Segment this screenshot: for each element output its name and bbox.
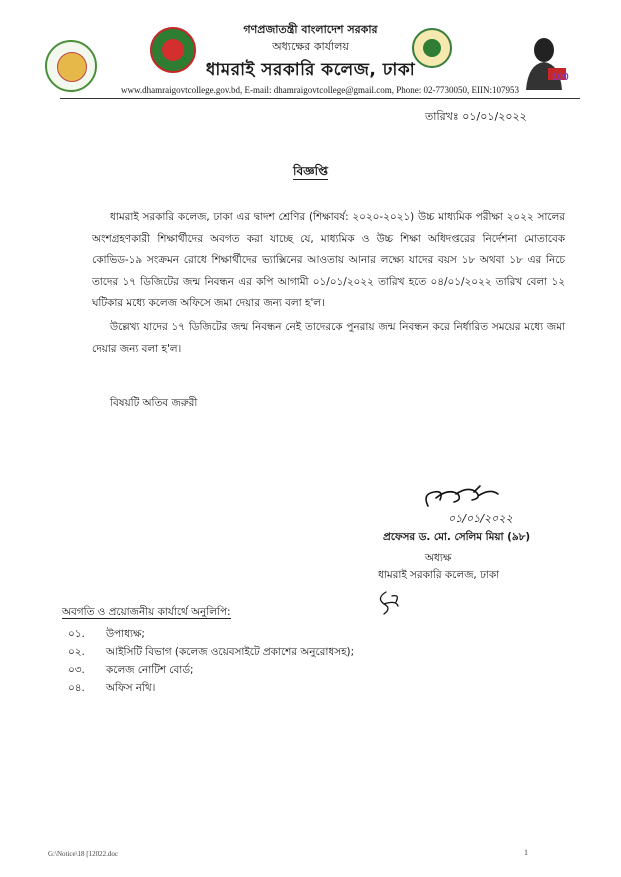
principal-signature (418, 484, 518, 528)
initials-mark (372, 588, 406, 618)
notice-paragraph-3: বিষয়টি অতিব জরুরী (110, 397, 198, 409)
notice-title (0, 163, 621, 183)
cc-list-item (68, 645, 354, 662)
notice-title-text: বিজ্ঞপ্তি (293, 164, 328, 178)
cc-list-item (68, 627, 145, 644)
notice-date: তারিখঃ ০১/০১/২০২২ (425, 110, 527, 123)
signatory-designation: অধ্যক্ষ (425, 552, 452, 564)
cc-heading (62, 605, 231, 622)
notice-paragraph-2: উল্লেখ্য যাদের ১৭ ডিজিটের জন্ম নিবন্ধন নেই তাদেরকে পুনরায় জন্ম নিবন্ধন করে নির্ধারিত সময়ের মধ্যে জমা দেয়ার জন্য বলা হ'ল। (92, 321, 565, 355)
cc-item-number: ০৩. (68, 664, 85, 676)
college-name: ধামরাই সরকারি কলেজ, ঢাকা (205, 60, 416, 80)
cc-item-number: ০৪. (68, 682, 85, 694)
contact-line: www.dhamraigovtcollege.gov.bd, E-mail: dhamraigovtcollege@gmail.com, Phone: 02-7730050, EIIN:107953 (120, 85, 520, 95)
cc-item-text: কলেজ নোটিশ বোর্ড; (106, 664, 194, 676)
footer-file-path: G:\Notice\18 [12022.doc (48, 850, 118, 858)
cc-item-text: অফিস নথি। (106, 682, 156, 694)
cc-item-number: ০২. (68, 646, 85, 658)
notice-paragraph-1: ধামরাই সরকারি কলেজ, ঢাকা এর দ্বাদশ শ্রেণির (শিক্ষাবর্ষ: ২০২০-২০২১) উচ্চ মাধ্যমিক পরীক্ষা ২০২২ সালের অংশগ্রহণকারী শিক্ষার্থীদের অবগত করা যাচ্ছে যে, মাধ্যমিক ও উচ্চ শিক্ষা অধিদপ্তরের নির্দেশনা মোতাবেক কোভিড-১৯ সংক্রমন রোধে শিক্ষার্থীদের ভ্যাক্সিনের আওতায় আনার লক্ষ্যে যাদের বয়স ১৮ অথবা ১৮ এর নিচে তাদের ১৭ ডিজিটের জন্ম নিবন্ধন এর কপি আগামী ০১/০১/২০২২ তারিখ হতে ০৪/০১/২০২২ তারিখ বেলা ১২ ঘটিকার মধ্যে কলেজ অফিসে জমা দেয়ার জন্য বলা হ'ল। (92, 211, 565, 309)
cc-heading-text: অবগতি ও প্রয়োজনীয় কার্যার্থে অনুলিপি: (62, 606, 231, 618)
office-title: অধ্যক্ষের কার্যালয় (272, 40, 349, 53)
government-title: গণপ্রজাতন্ত্রী বাংলাদেশ সরকার (243, 23, 378, 36)
signatory-name: প্রফেসর ড. মো. সেলিম মিয়া (৯৮) (383, 531, 531, 543)
cc-item-text: উপাধ্যক্ষ; (106, 628, 145, 640)
centenary-badge: 100 (552, 72, 569, 83)
cc-item-number: ০১. (68, 628, 85, 640)
signatory-organization: ধামরাই সরকারি কলেজ, ঢাকা (378, 569, 500, 581)
signature-date: ০১/০১/২০২২ (448, 512, 513, 525)
cc-item-text: আইসিটি বিভাগ (কলেজ ওয়েবসাইটে প্রকাশের অনুরোধসহ); (106, 646, 355, 658)
footer-page-number: 1 (524, 848, 528, 857)
cc-list-item (68, 681, 155, 698)
header-divider (60, 98, 580, 99)
cc-list-item (68, 663, 193, 680)
